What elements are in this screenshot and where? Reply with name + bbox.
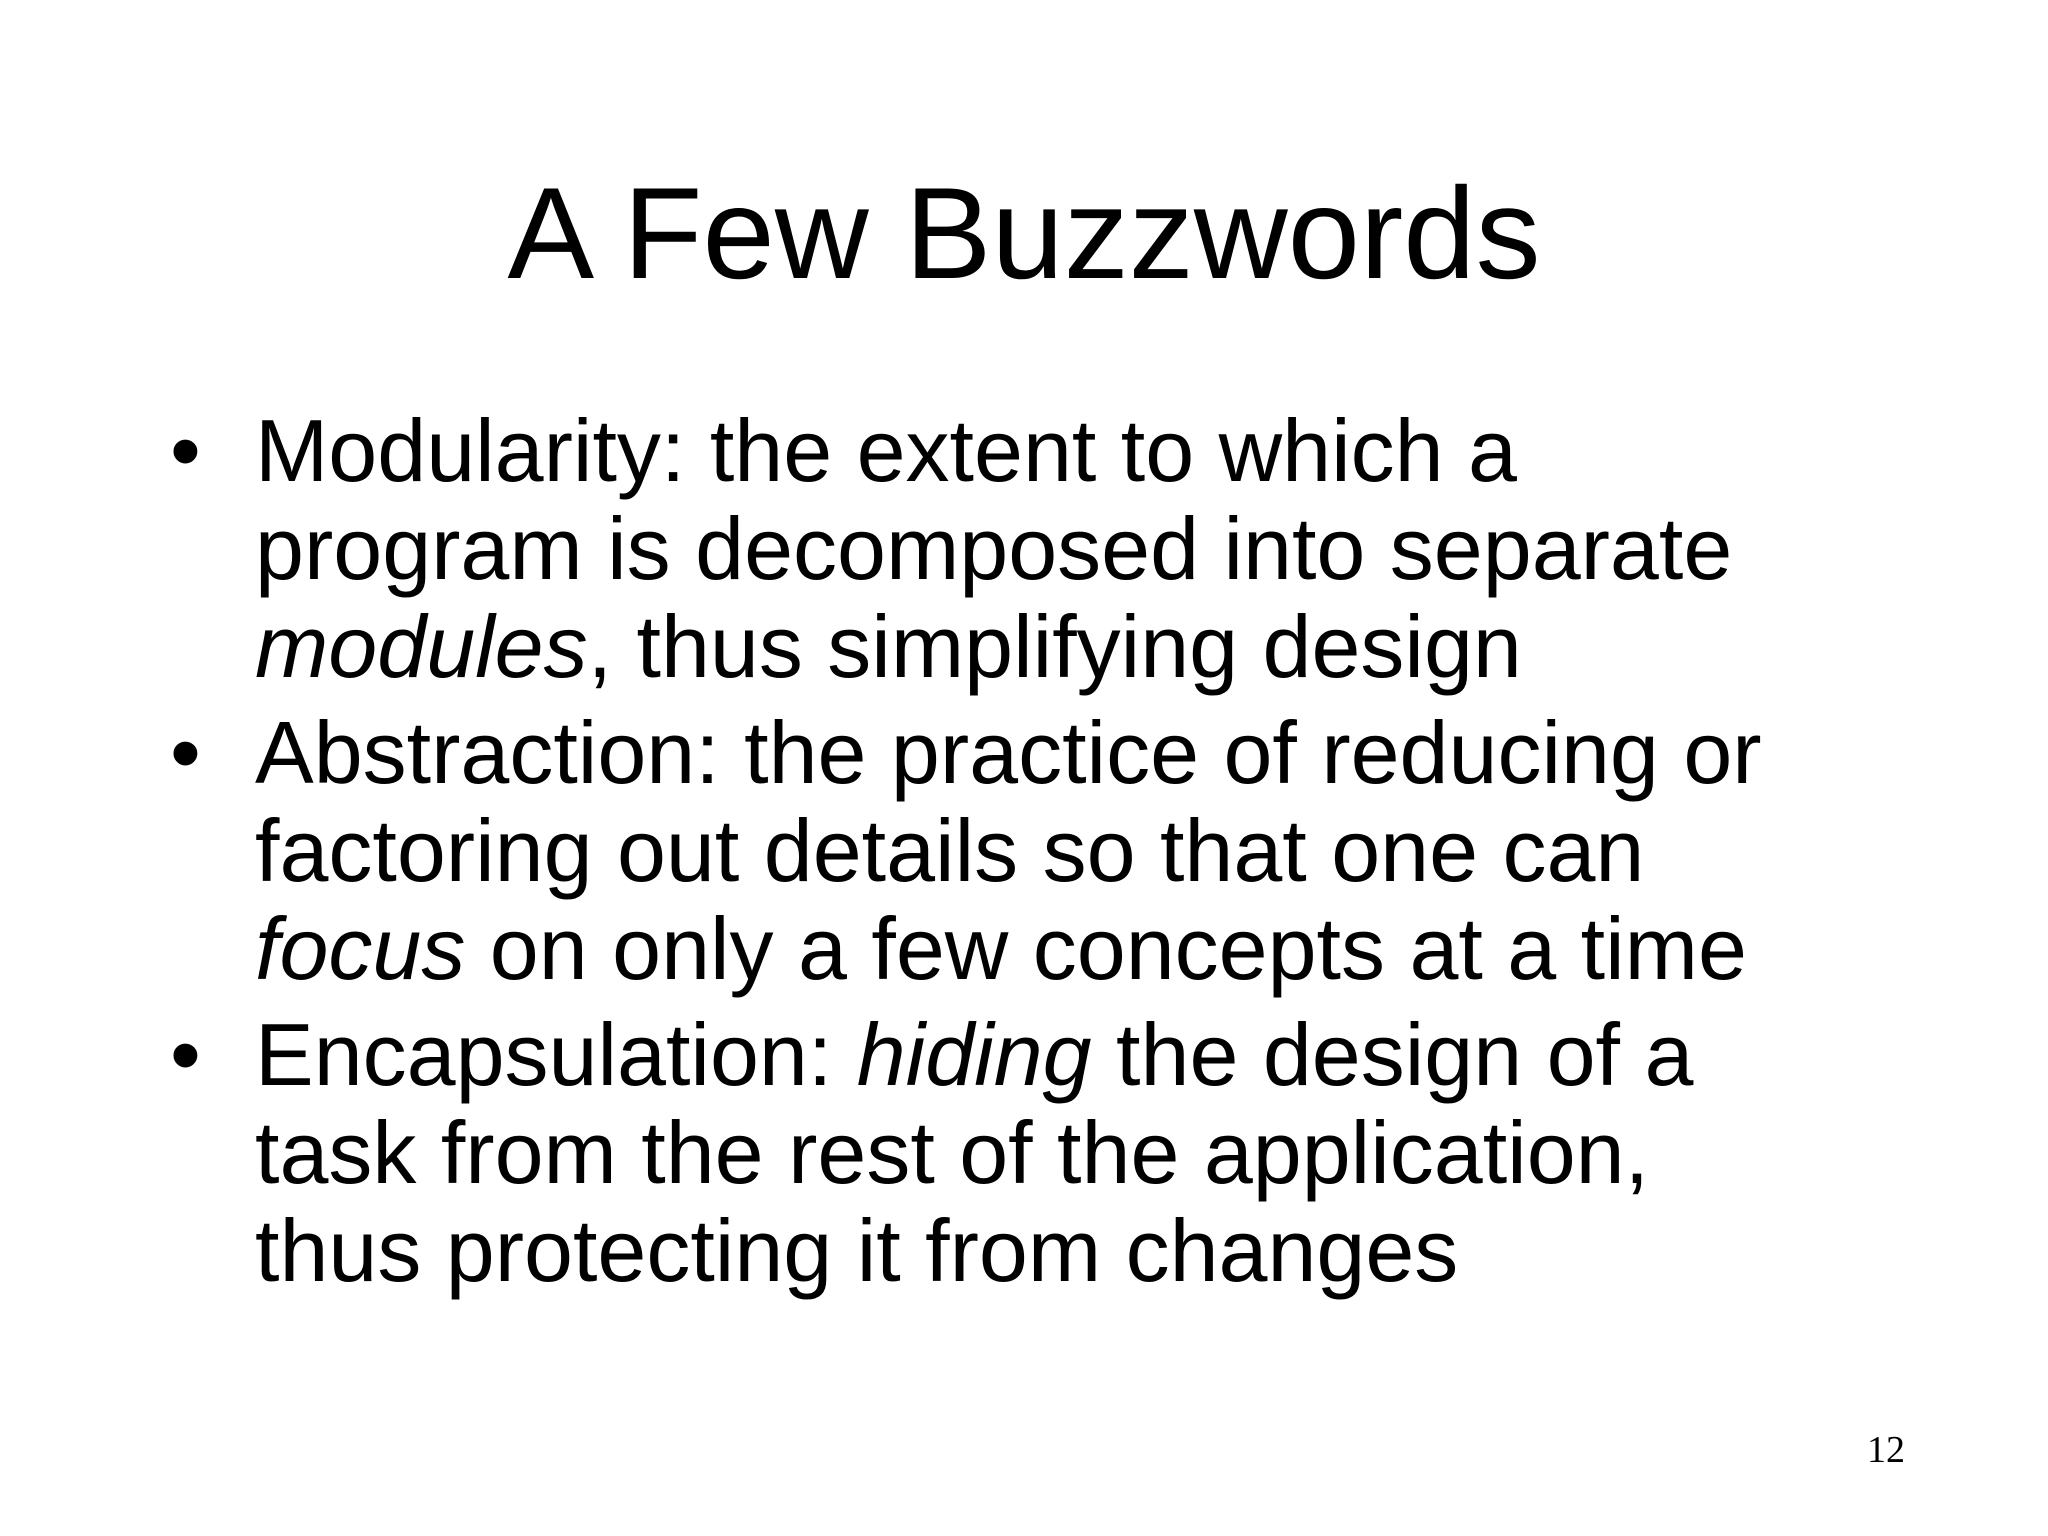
page-number: 12 (1867, 1429, 1905, 1471)
bullet-line: focus on only a few concepts at a time (255, 899, 1747, 998)
bullet-line: Modularity: the extent to which a (255, 401, 1517, 500)
bullet-icon: • (170, 1005, 201, 1104)
bullet-line: factoring out details so that one can (255, 801, 1645, 900)
bullet-list (170, 402, 1930, 1308)
emphasis-text: focus (255, 899, 466, 998)
bullet-line: program is decomposed into separate (255, 499, 1733, 598)
slide-title: A Few Buzzwords (507, 160, 1541, 306)
bullet-item-modularity (170, 402, 1930, 696)
bullet-line: Encapsulation: hiding the design of a (255, 1005, 1694, 1104)
emphasis-text: hiding (856, 1005, 1092, 1104)
bullet-line: thus protecting it from changes (255, 1201, 1459, 1300)
bullet-icon: • (170, 703, 201, 802)
bullet-item-abstraction (170, 704, 1930, 998)
bullet-item-encapsulation (170, 1006, 1930, 1300)
bullet-line: Abstraction: the practice of reducing or (255, 703, 1762, 802)
bullet-line: modules, thus simplifying design (255, 597, 1522, 696)
emphasis-text: modules (255, 597, 588, 696)
bullet-icon: • (170, 401, 201, 500)
bullet-line: task from the rest of the application, (255, 1103, 1650, 1202)
